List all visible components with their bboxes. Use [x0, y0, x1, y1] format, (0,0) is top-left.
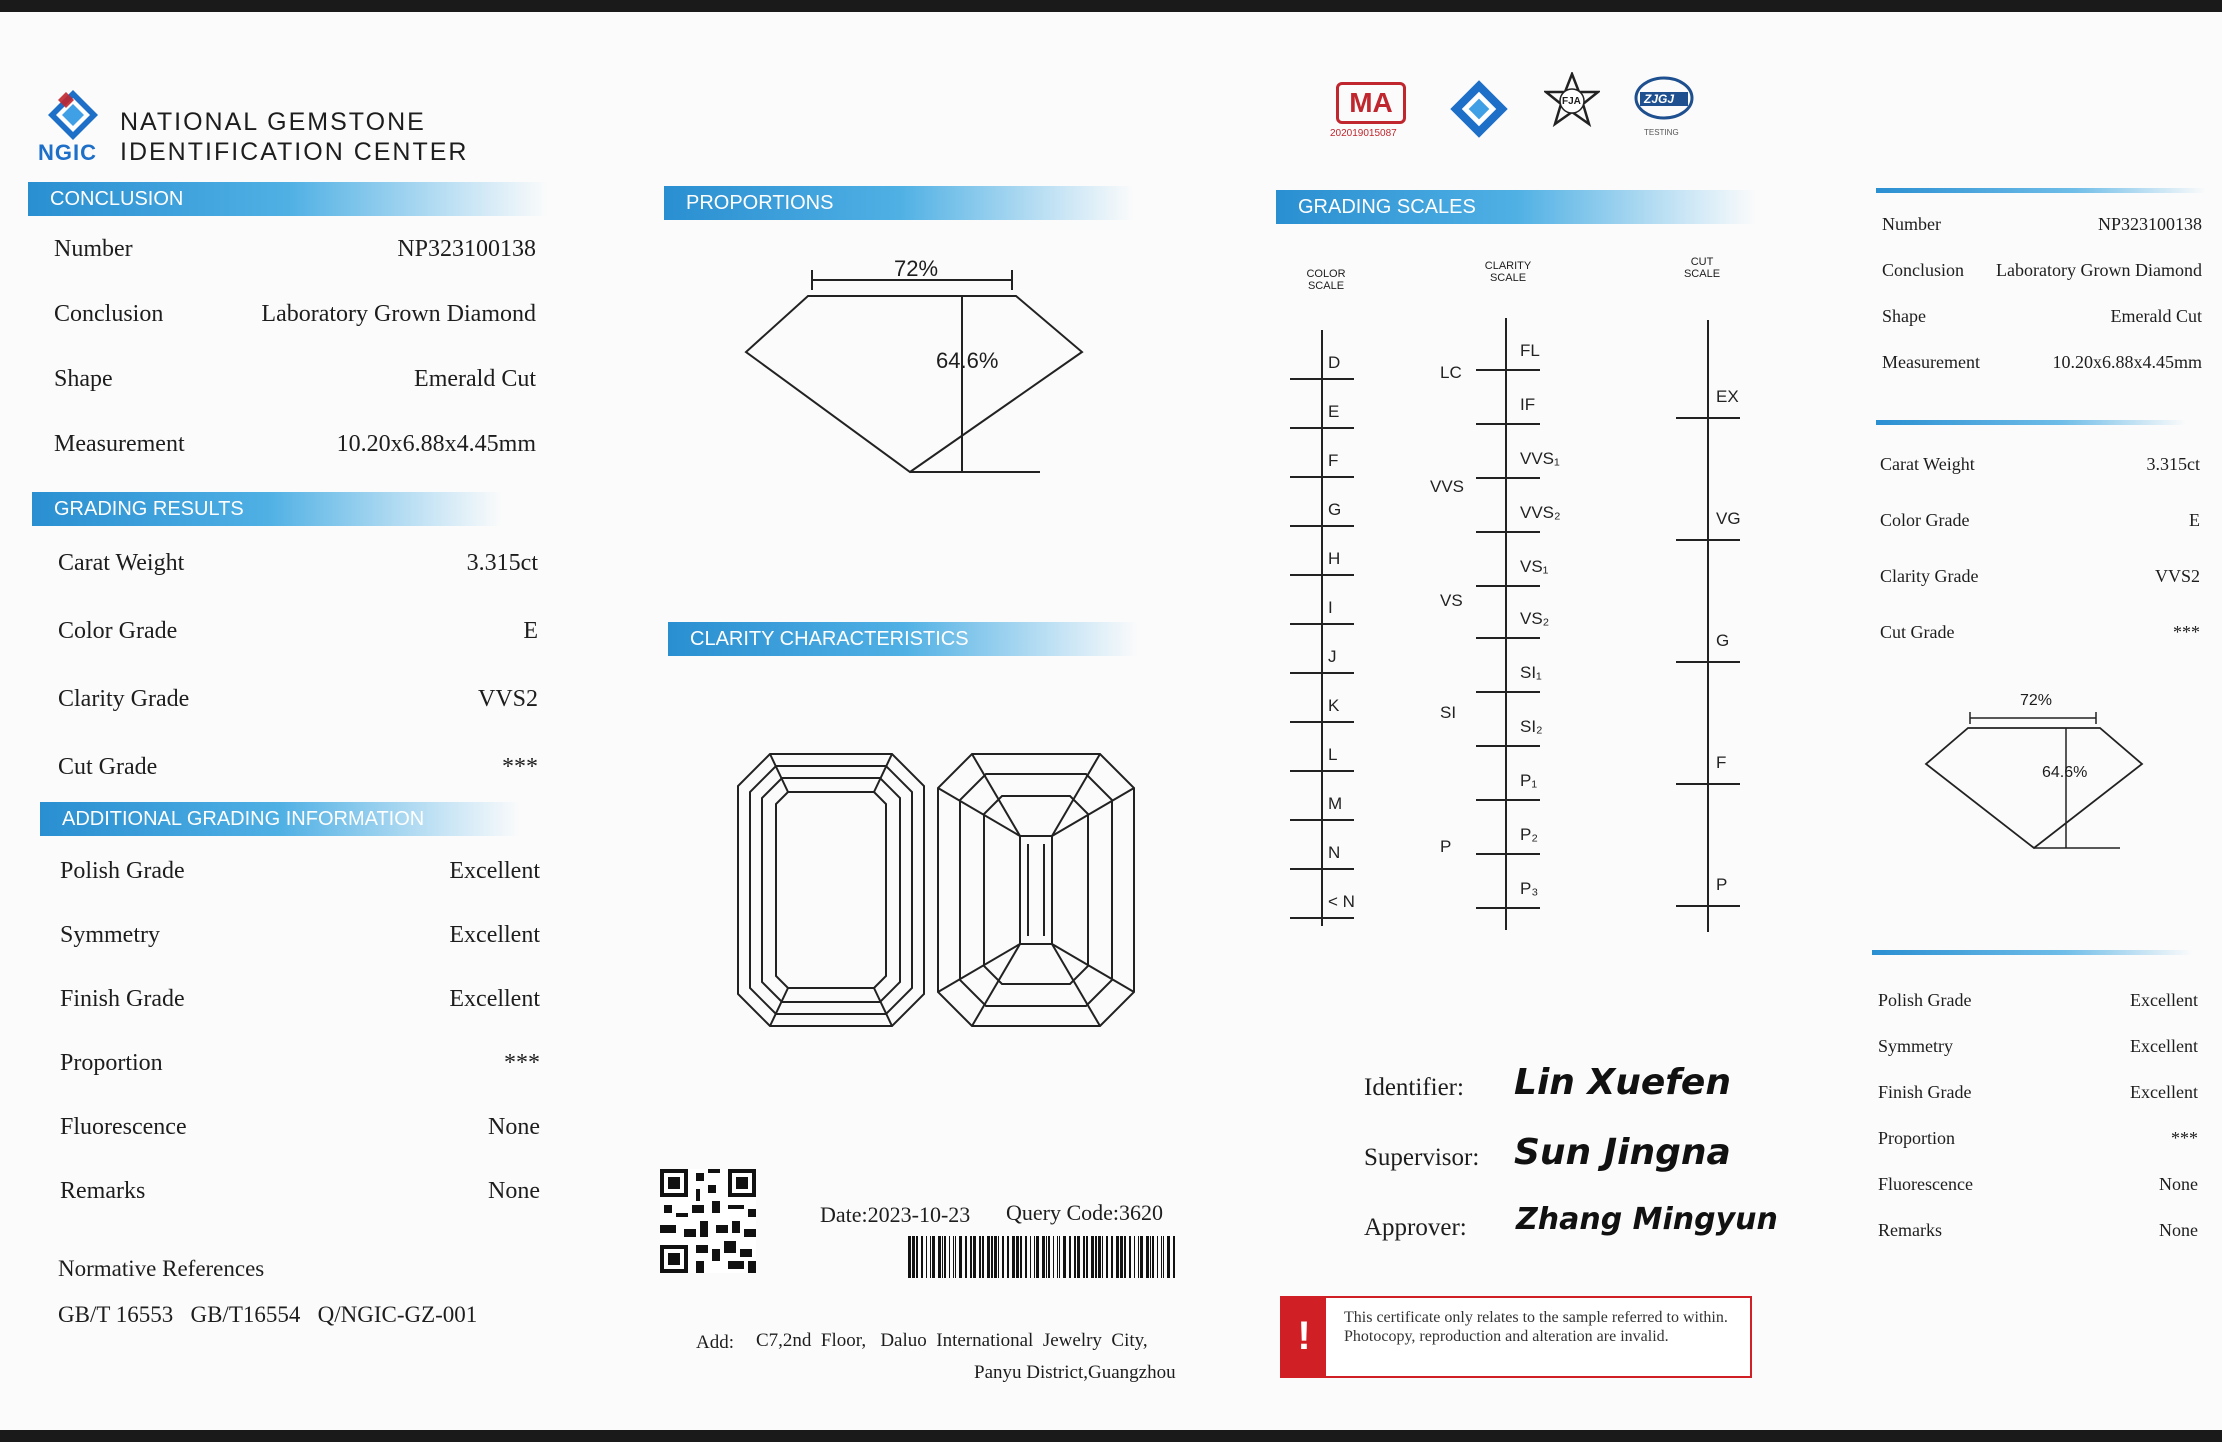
info-row	[60, 922, 540, 954]
info-row	[1880, 566, 2200, 592]
barcode-bar	[1102, 1236, 1103, 1278]
color-grade-label: G	[1328, 500, 1342, 519]
barcode-bar	[1138, 1236, 1139, 1278]
color-scale-title: COLOR SCALE	[1306, 268, 1346, 292]
depth-percentage: 64.6%	[936, 348, 999, 373]
barcode-bar	[1020, 1236, 1022, 1278]
barcode-bar	[1025, 1236, 1027, 1278]
barcode-bar	[1007, 1236, 1009, 1278]
row-value: E	[2189, 510, 2200, 530]
barcode-bar	[982, 1236, 984, 1278]
clarity-characteristics-band: CLARITY CHARACTERISTICS	[668, 622, 1138, 656]
row-label: Finish Grade	[1878, 1082, 1972, 1102]
clarity-group-label: VVS	[1430, 477, 1465, 496]
info-row	[54, 236, 536, 268]
info-row	[1878, 1128, 2198, 1154]
row-label: Symmetry	[1878, 1036, 1953, 1056]
summary-divider-2	[1876, 420, 2186, 425]
address-line2: Panyu District,Guangzhou	[974, 1362, 1176, 1383]
info-row	[58, 550, 538, 582]
info-row	[1878, 990, 2198, 1016]
barcode-bar	[1167, 1236, 1170, 1278]
info-row	[1878, 1036, 2198, 1062]
row-value: ***	[2173, 622, 2200, 642]
grading-results-band: GRADING RESULTS	[32, 492, 502, 526]
barcode-bar	[1173, 1236, 1175, 1278]
row-value: None	[488, 1114, 540, 1140]
clarity-grade-label: VS₁	[1520, 557, 1549, 576]
barcode-bar	[1124, 1236, 1126, 1278]
row-label: Polish Grade	[1878, 990, 1972, 1010]
row-value: NP323100138	[2097, 214, 2202, 234]
info-row	[1880, 510, 2200, 536]
clarity-grade-label: VS₂	[1520, 609, 1550, 628]
clarity-grade-label: IF	[1520, 395, 1536, 414]
row-value: Excellent	[449, 922, 540, 948]
row-value: VVS2	[477, 686, 538, 712]
row-value: E	[523, 618, 538, 644]
barcode-bar	[998, 1236, 999, 1278]
warning-icon: !	[1282, 1298, 1326, 1376]
info-row	[1880, 622, 2200, 648]
color-grade-label: J	[1328, 647, 1337, 666]
cut-grade-label: VG	[1716, 509, 1741, 528]
grading-scales-chart	[1280, 312, 1760, 952]
signature-role: Supervisor:	[1364, 1144, 1480, 1171]
row-label: Clarity Grade	[1880, 566, 1979, 586]
barcode-bar	[942, 1236, 943, 1278]
barcode-bar	[994, 1236, 997, 1278]
zjgj-text: ZJGJ	[1644, 92, 1675, 106]
barcode-bar	[1152, 1236, 1154, 1278]
barcode-bar	[1077, 1236, 1080, 1278]
row-label: Color Grade	[1880, 510, 1970, 530]
info-row	[54, 431, 536, 463]
row-value: ***	[502, 754, 538, 780]
clarity-grade-label: P₂	[1520, 825, 1538, 844]
info-row	[1882, 306, 2202, 332]
clarity-grade-label: P₃	[1520, 879, 1539, 898]
row-value: 10.20x6.88x4.45mm	[336, 431, 536, 457]
cut-grade-label: EX	[1716, 387, 1739, 406]
barcode-bar	[1063, 1236, 1066, 1278]
summary-proportion-diagram	[1920, 702, 2150, 862]
barcode-bar	[1074, 1236, 1076, 1278]
barcode-bar	[955, 1236, 956, 1278]
info-row	[60, 986, 540, 1018]
barcode-bar	[1095, 1236, 1097, 1278]
row-label: Conclusion	[1882, 260, 1965, 280]
row-value: 3.315ct	[2146, 454, 2200, 474]
barcode-bar	[930, 1236, 931, 1278]
barcode-bar	[979, 1236, 981, 1278]
barcode-bar	[1106, 1236, 1108, 1278]
ma-number: 202019015087	[1330, 128, 1397, 139]
conclusion-band: CONCLUSION	[28, 182, 548, 216]
row-label: Fluorescence	[1878, 1174, 1973, 1194]
barcode-bar	[908, 1236, 911, 1278]
color-grade-label: D	[1328, 353, 1341, 372]
color-grade-label: I	[1328, 598, 1333, 617]
row-value: Excellent	[2130, 1082, 2198, 1102]
barcode-bar	[970, 1236, 972, 1278]
info-row	[54, 301, 536, 333]
clarity-grade-label: FL	[1520, 341, 1540, 360]
fja-text: FJA	[1562, 96, 1581, 107]
row-label: Symmetry	[60, 922, 160, 948]
row-label: Finish Grade	[60, 986, 185, 1012]
barcode-bar	[1048, 1236, 1050, 1278]
summary-depth-percentage: 64.6%	[2042, 764, 2088, 781]
row-value: 3.315ct	[466, 550, 538, 576]
row-value: None	[2159, 1220, 2198, 1240]
barcode-bar	[1163, 1236, 1164, 1278]
info-row	[60, 1114, 540, 1146]
info-row	[1878, 1220, 2198, 1246]
barcode-bar	[921, 1236, 923, 1278]
barcode-bar	[916, 1236, 918, 1278]
normative-title: Normative References	[58, 1256, 265, 1281]
info-row	[1880, 454, 2200, 480]
signature-role: Approver:	[1364, 1214, 1467, 1241]
info-row	[58, 686, 538, 718]
row-value: ***	[504, 1050, 540, 1076]
row-label: Cut Grade	[1880, 622, 1955, 642]
row-label: Proportion	[1878, 1128, 1956, 1148]
cut-grade-label: F	[1716, 753, 1727, 772]
row-label: Remarks	[1878, 1220, 1942, 1240]
info-row	[60, 1050, 540, 1082]
color-grade-label: K	[1328, 696, 1340, 715]
issue-date: Date:2023-10-23	[820, 1202, 971, 1227]
barcode-bar	[1016, 1236, 1019, 1278]
row-label: Number	[1882, 214, 1941, 234]
row-value: Excellent	[2130, 1036, 2198, 1056]
barcode	[908, 1236, 1178, 1278]
row-value: Excellent	[2130, 990, 2198, 1010]
color-grade-label: L	[1328, 745, 1338, 764]
address-line1: C7,2nd Floor, Daluo International Jewelry City,	[756, 1330, 1148, 1351]
info-row	[1882, 214, 2202, 240]
row-label: Shape	[54, 366, 113, 392]
ngic-mark-icon	[1446, 78, 1512, 140]
row-label: Carat Weight	[58, 550, 185, 576]
barcode-bar	[1059, 1236, 1060, 1278]
row-value: None	[2159, 1174, 2198, 1194]
row-value: None	[488, 1178, 540, 1204]
info-row	[58, 754, 538, 786]
barcode-bar	[1069, 1236, 1071, 1278]
row-label: Proportion	[60, 1050, 163, 1076]
barcode-bar	[1116, 1236, 1119, 1278]
row-value: Excellent	[449, 858, 540, 884]
row-value: Laboratory Grown Diamond	[261, 301, 536, 327]
barcode-bar	[1120, 1236, 1123, 1278]
address-label: Add:	[696, 1332, 734, 1353]
barcode-bar	[987, 1236, 990, 1278]
barcode-bar	[949, 1236, 950, 1278]
barcode-bar	[991, 1236, 993, 1278]
barcode-bar	[1134, 1236, 1135, 1278]
color-grade-label: < N	[1328, 892, 1355, 911]
row-label: Cut Grade	[58, 754, 158, 780]
color-grade-label: N	[1328, 843, 1341, 862]
signature-name: Zhang Mingyun	[1516, 1202, 1778, 1237]
logo-abbr: NGIC	[38, 140, 97, 165]
clarity-grade-label: P₁	[1520, 771, 1538, 790]
row-label: Remarks	[60, 1178, 146, 1204]
barcode-bar	[1111, 1236, 1113, 1278]
barcode-bar	[944, 1236, 946, 1278]
emerald-bottom-view	[936, 752, 1136, 1028]
barcode-bar	[965, 1236, 967, 1278]
info-row	[1878, 1082, 2198, 1108]
signature-name: Sun Jingna	[1514, 1132, 1731, 1173]
summary-table-percentage: 72%	[2020, 692, 2053, 709]
emerald-top-view	[736, 752, 926, 1028]
summary-divider-1	[1876, 188, 2206, 193]
info-row	[54, 366, 536, 398]
info-row	[60, 1178, 540, 1210]
row-label: Shape	[1882, 306, 1926, 326]
barcode-bar	[926, 1236, 927, 1278]
row-label: Clarity Grade	[58, 686, 190, 712]
info-row	[60, 858, 540, 890]
clarity-group-label: LC	[1440, 363, 1462, 382]
barcode-bar	[953, 1236, 954, 1278]
barcode-bar	[1129, 1236, 1131, 1278]
color-grade-label: M	[1328, 794, 1343, 813]
barcode-bar	[1012, 1236, 1015, 1278]
query-code: Query Code:3620	[1006, 1200, 1164, 1225]
row-value: NP323100138	[397, 236, 536, 262]
color-grade-label: H	[1328, 549, 1341, 568]
barcode-bar	[1036, 1236, 1039, 1278]
barcode-bar	[1042, 1236, 1045, 1278]
disclaimer-box	[1280, 1296, 1752, 1378]
barcode-bar	[1086, 1236, 1088, 1278]
table-percentage: 72%	[894, 256, 939, 281]
barcode-bar	[1146, 1236, 1149, 1278]
barcode-bar	[1140, 1236, 1143, 1278]
info-row	[58, 618, 538, 650]
clarity-scale-title: CLARITY SCALE	[1484, 260, 1532, 284]
row-value: Emerald Cut	[414, 366, 536, 392]
barcode-bar	[1150, 1236, 1151, 1278]
clarity-grade-label: SI₂	[1520, 717, 1543, 736]
info-row	[1882, 260, 2202, 286]
row-label: Measurement	[1882, 352, 1980, 372]
clarity-grade-label: SI₁	[1520, 663, 1542, 682]
signature-role: Identifier:	[1364, 1074, 1464, 1101]
testing-text: TESTING	[1644, 128, 1679, 137]
row-value: Excellent	[449, 986, 540, 1012]
clarity-group-label: SI	[1440, 703, 1457, 722]
clarity-group-label: VS	[1440, 591, 1463, 610]
additional-info-band: ADDITIONAL GRADING INFORMATION	[40, 802, 520, 836]
row-value: Laboratory Grown Diamond	[1996, 260, 2202, 280]
row-value: ***	[2171, 1128, 2198, 1148]
clarity-group-label: P	[1440, 837, 1452, 856]
signature-name: Lin Xuefen	[1514, 1062, 1731, 1103]
barcode-bar	[1030, 1236, 1031, 1278]
proportions-band: PROPORTIONS	[664, 186, 1134, 220]
barcode-bar	[1091, 1236, 1094, 1278]
info-row	[1882, 352, 2202, 378]
barcode-bar	[1002, 1236, 1004, 1278]
row-label: Fluorescence	[60, 1114, 187, 1140]
cut-scale-title: CUT SCALE	[1683, 256, 1721, 280]
clarity-grade-label: VVS₁	[1520, 449, 1560, 468]
info-row	[1878, 1174, 2198, 1200]
org-name-line1: NATIONAL GEMSTONE	[120, 108, 426, 136]
color-grade-label: E	[1328, 402, 1340, 421]
row-label: Carat Weight	[1880, 454, 1975, 474]
row-label: Polish Grade	[60, 858, 185, 884]
barcode-bar	[959, 1236, 962, 1278]
row-label: Color Grade	[58, 618, 178, 644]
barcode-bar	[1053, 1236, 1054, 1278]
barcode-bar	[1057, 1236, 1058, 1278]
disclaimer-text: This certificate only relates to the sample referred to within. Photocopy, reproduction and alteration are invalid.	[1344, 1309, 1728, 1345]
row-label: Number	[54, 236, 133, 262]
ngic-logo-icon	[46, 88, 100, 142]
row-value: VVS2	[2154, 566, 2200, 586]
ma-logo-icon: MA	[1336, 82, 1406, 124]
color-grade-label: F	[1328, 451, 1339, 470]
barcode-bar	[1098, 1236, 1101, 1278]
summary-divider-3	[1872, 950, 2192, 955]
proportion-diagram	[730, 252, 1090, 482]
normative-refs: GB/T 16553 GB/T16554 Q/NGIC-GZ-001	[58, 1302, 478, 1327]
row-label: Measurement	[54, 431, 185, 457]
org-name-line2: IDENTIFICATION CENTER	[120, 138, 469, 166]
cut-grade-label: G	[1716, 631, 1730, 650]
grading-scales-band: GRADING SCALES	[1276, 190, 1756, 224]
barcode-bar	[912, 1236, 915, 1278]
barcode-bar	[932, 1236, 935, 1278]
barcode-bar	[1083, 1236, 1085, 1278]
barcode-bar	[1046, 1236, 1047, 1278]
barcode-bar	[1157, 1236, 1158, 1278]
barcode-bar	[938, 1236, 941, 1278]
row-value: Emerald Cut	[2110, 306, 2202, 326]
barcode-bar	[1161, 1236, 1162, 1278]
row-label: Conclusion	[54, 301, 164, 327]
clarity-grade-label: VVS₂	[1520, 503, 1561, 522]
barcode-bar	[973, 1236, 976, 1278]
certificate-sheet	[0, 12, 2222, 1430]
cut-grade-label: P	[1716, 875, 1728, 894]
row-value: 10.20x6.88x4.45mm	[2052, 352, 2202, 372]
barcode-bar	[1034, 1236, 1035, 1278]
qr-code-icon[interactable]	[660, 1168, 756, 1274]
